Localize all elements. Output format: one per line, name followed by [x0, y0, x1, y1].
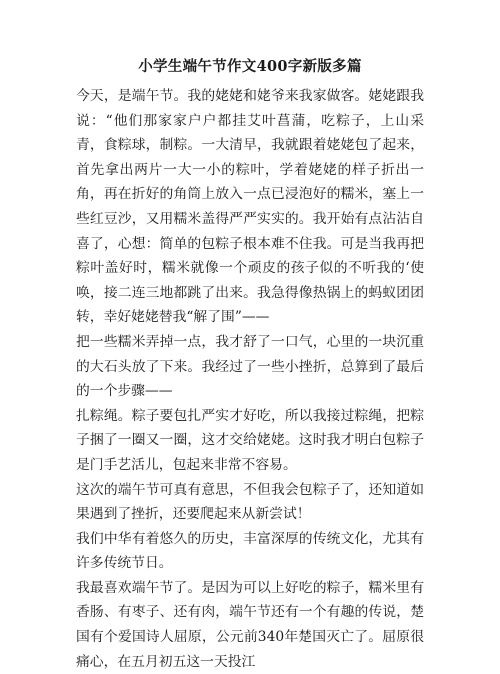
- paragraph-1: 今天，是端午节。我的姥姥和姥爷来我家做客。姥姥跟我说：“他们那家家户户都挂艾叶菖蒲，吃粽子，上山采青，食粽球，制粽。一大清早，我就跟着姥姥包了起来，首先拿出两片一大一小的粽叶，学着姥姥的样子折出一角，再在折好的角筒上放入一点已浸泡好的糯米，塞上一些红豆沙，又用糯米盖得严严实实的。我开始有点沾沾自喜了，心想：简单的包粽子根本难不住我。可是当我再把粽叶盖好时，糯米就像一个顽皮的孩子似的不听我的‘使唤，接二连三地都跳了出来。我急得像热锅上的蚂蚁团团转，幸好姥姥替我“解了围”——: [76, 88, 424, 326]
- document-title: 小学生端午节作文400字新版多篇: [138, 58, 362, 75]
- paragraph-3: 扎粽绳。粽子要包扎严实才好吃，所以我接过粽绳，把粽子捆了一圈又一圈，这才交给姥姥。这时我才明白包粽子是门手艺活儿，包起来非常不容易。: [76, 407, 424, 473]
- paragraph-5: 我们中华有着悠久的历史，丰富深厚的传统文化，尤其有许多传统节日。: [76, 530, 424, 572]
- paragraph-2: 把一些糯米弄掉一点，我才舒了一口气，心里的一块沉重的大石头放了下来。我经过了一些小挫折，总算到了最后的一个步骤——: [76, 333, 424, 400]
- paragraph-4: 这次的端午节可真有意思，不但我会包粽子了，还知道如果遇到了挫折，还要爬起来从新尝试！: [76, 481, 424, 523]
- document-page: [76, 58, 424, 674]
- paragraph-6: 我最喜欢端午节了。是因为可以上好吃的粽子，糯米里有香肠、有枣子、还有肉，端午节还有一个有趣的传说，楚国有个爱国诗人屈原，公元前340年楚国灭亡了。屈原很痛心，在五月初五这一天投江: [76, 579, 424, 670]
